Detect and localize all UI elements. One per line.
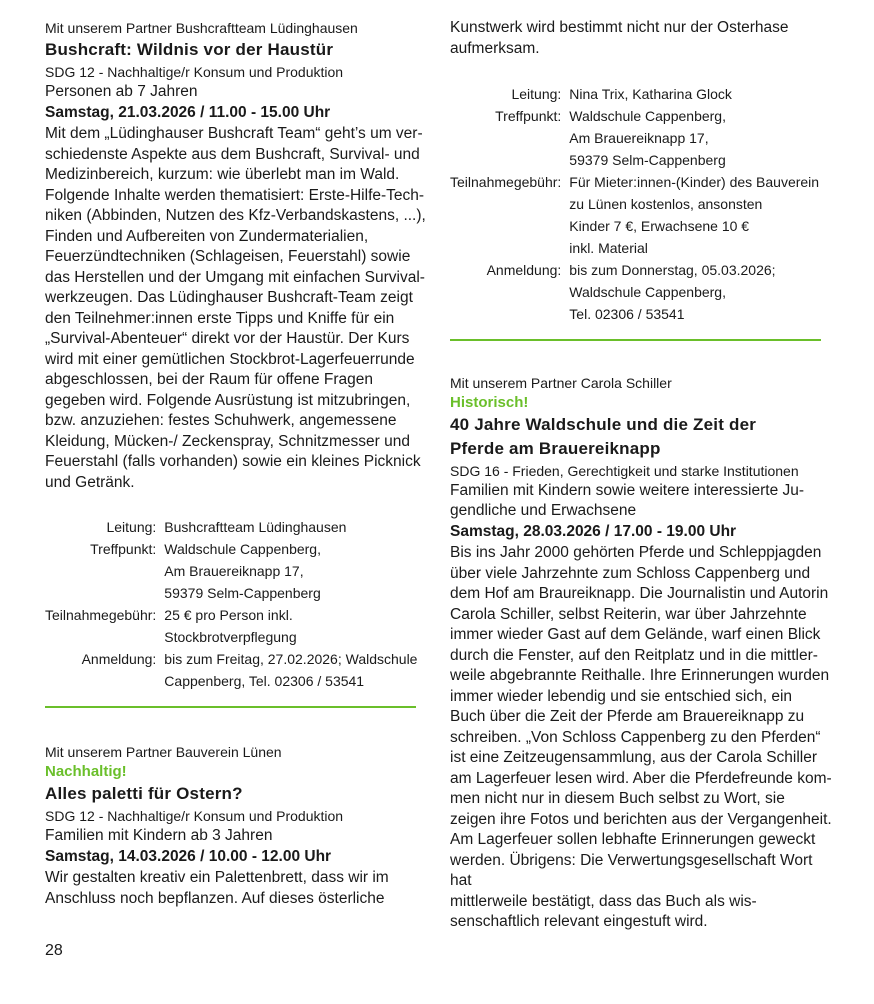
body-line: ist eine Zeitzeugensammlung, aus der Carola Schiller	[450, 749, 818, 766]
body-line: den Teilnehmer:innen erste Tipps und Kniffe für ein	[45, 309, 395, 327]
body-line: und Getränk.	[45, 473, 135, 491]
body-line: senschaftlich relevant eingestuft wird.	[450, 913, 708, 930]
body-line: Finden und Aufbereiten von Zundermaterialien,	[45, 227, 369, 245]
info-value	[164, 538, 417, 604]
info-label: Teilnahmegebühr:	[450, 174, 562, 190]
event-title: Bushcraft: Wildnis vor der Haustür	[45, 40, 334, 59]
partner-line: Mit unserem Partner Bushcraftteam Lüdinghausen	[45, 20, 358, 36]
event-description	[450, 18, 835, 59]
info-label: Leitung:	[106, 519, 157, 535]
body-line: Feuerstahl (falls vorhanden) sowie ein kleines Picknick	[45, 453, 421, 470]
info-line: Cappenberg, Tel. 02306 / 53541	[164, 673, 365, 689]
info-label: Anmeldung:	[486, 262, 562, 278]
info-label: Leitung:	[511, 86, 562, 102]
info-row-anmeldung	[45, 648, 417, 692]
info-line: Nina Trix, Katharina Glock	[569, 86, 732, 102]
event-bushcraft	[45, 18, 430, 692]
info-value	[569, 259, 819, 325]
event-datetime: Samstag, 14.03.2026 / 10.00 - 12.00 Uhr	[45, 848, 332, 865]
body-line: dem Hof am Braureiknapp. Die Journalistin und Autorin	[450, 585, 829, 602]
body-line: am Lagerfeuer lesen wird. Aber die Pferdefreunde kom-	[450, 769, 832, 787]
category-label: Historisch!	[450, 394, 529, 411]
info-value	[569, 105, 819, 171]
info-line: Am Brauereiknapp 17,	[569, 130, 709, 146]
event-description	[450, 543, 835, 933]
title-line: 40 Jahre Waldschule und die Zeit der	[450, 415, 757, 434]
info-line: inkl. Material	[569, 240, 648, 256]
body-line: bzw. anzuziehen: festes Schuhwerk, angemessene	[45, 412, 397, 429]
event-paletti-continued	[450, 18, 835, 325]
body-line: Feuerzündtechniken (Schlageisen, Feuerstahl) sowie	[45, 248, 411, 265]
info-row-treffpunkt	[45, 538, 417, 604]
body-line: werden. Übrigens: Die Verwertungsgesellschaft Wort hat	[450, 851, 813, 889]
page-number: 28	[45, 942, 63, 959]
left-column	[45, 18, 430, 909]
info-row-gebuehr	[45, 604, 417, 648]
info-line: Am Brauereiknapp 17,	[164, 563, 304, 579]
info-line: Tel. 02306 / 53541	[569, 306, 685, 322]
body-line: immer wieder lebendig und sie entschied sich, ein	[450, 687, 793, 705]
body-line: „Survival-Abenteuer“ direkt vor der Haustür. Der Kurs	[45, 330, 410, 347]
body-line: men nicht nur in diesem Buch selbst zu Wort, sie	[450, 790, 785, 807]
body-line: Mit dem „Lüdinghauser Bushcraft Team“ geht’s um ver-	[45, 125, 423, 142]
info-row-gebuehr	[450, 171, 819, 259]
body-line: schreiben. „Von Schloss Cappenberg zu den Pferden“	[450, 728, 821, 746]
info-line: Waldschule Cappenberg,	[164, 541, 321, 557]
body-line: abgeschlossen, bei der Raum für offene Fragen	[45, 371, 373, 388]
info-line: bis zum Freitag, 27.02.2026; Waldschule	[164, 651, 418, 667]
event-waldschule-pferde	[450, 373, 835, 933]
audience-text: Familien mit Kindern sowie weitere interessierte Ju-	[450, 482, 805, 499]
partner-line: Mit unserem Partner Bauverein Lünen	[45, 744, 282, 760]
info-line: Stockbrotverpflegung	[164, 629, 297, 645]
body-line: Carola Schiller, selbst Reiterin, war über Jahrzehnte	[450, 605, 807, 623]
info-label: Treffpunkt:	[90, 541, 157, 557]
event-info-table	[45, 516, 417, 692]
event-datetime: Samstag, 28.03.2026 / 17.00 - 19.00 Uhr	[450, 523, 737, 540]
info-line: bis zum Donnerstag, 05.03.2026;	[569, 262, 776, 278]
section-divider	[450, 339, 821, 341]
body-line: Buch über die Zeit der Pferde am Brauereiknapp zu	[450, 708, 805, 725]
body-line: Anschluss noch bepflanzen. Auf dieses österliche	[45, 889, 385, 907]
info-label: Treffpunkt:	[495, 108, 562, 124]
info-row-leitung	[45, 516, 417, 538]
info-line: Waldschule Cappenberg,	[569, 284, 726, 300]
info-line: Waldschule Cappenberg,	[569, 108, 726, 124]
title-line: Pferde am Brauereiknapp	[450, 439, 661, 458]
body-line: Kleidung, Mücken-/ Zeckenspray, Schnitzmesser und	[45, 432, 410, 450]
event-paletti	[45, 742, 430, 909]
body-line: niken (Abbinden, Nutzen des Kfz-Verbandskastens, ...),	[45, 207, 426, 224]
audience-line	[450, 481, 835, 521]
body-line: durch die Fenster, auf den Reitplatz und in die mittler-	[450, 646, 818, 664]
body-line: immer wieder Gast auf dem Gelände, warf einen Blick	[450, 626, 821, 643]
body-line: Am Lagerfeuer sollen lebhafte Erinnerungen geweckt	[450, 831, 816, 848]
body-line: zeigen ihre Fotos und berichten aus der Vergangenheit.	[450, 810, 832, 828]
sdg-line: SDG 12 - Nachhaltige/r Konsum und Produktion	[45, 64, 344, 80]
category-label: Nachhaltig!	[45, 763, 127, 780]
body-line: Wir gestalten kreativ ein Palettenbrett, dass wir im	[45, 869, 389, 886]
body-line: Bis ins Jahr 2000 gehörten Pferde und Schleppjagden	[450, 544, 822, 561]
body-line: das Herstellen und der Umgang mit einfachen Survival-	[45, 268, 425, 286]
body-line: aufmerksam.	[450, 39, 540, 57]
sdg-line: SDG 16 - Frieden, Gerechtigkeit und starke Institutionen	[450, 463, 799, 479]
info-row-anmeldung	[450, 259, 819, 325]
right-column	[450, 18, 835, 933]
body-line: schiedenste Aspekte aus dem Bushcraft, Survival- und	[45, 145, 420, 163]
sdg-line: SDG 12 - Nachhaltige/r Konsum und Produktion	[45, 808, 344, 824]
info-row-treffpunkt	[450, 105, 819, 171]
info-line: Kinder 7 €, Erwachsene 10 €	[569, 218, 750, 234]
section-divider	[45, 706, 416, 708]
body-line: mittlerweile bestätigt, dass das Buch als wis-	[450, 892, 757, 910]
audience-line: Personen ab 7 Jahren	[45, 83, 198, 100]
info-line: 59379 Selm-Cappenberg	[164, 585, 321, 601]
info-line: Bushcraftteam Lüdinghausen	[164, 519, 347, 535]
info-value	[164, 516, 417, 538]
event-title: Alles paletti für Ostern?	[45, 784, 243, 803]
event-description	[45, 124, 430, 493]
info-line: Für Mieter:innen-(Kinder) des Bauverein	[569, 174, 820, 190]
info-line: 59379 Selm-Cappenberg	[569, 152, 726, 168]
info-label: Anmeldung:	[81, 651, 157, 667]
info-line: zu Lünen kostenlos, ansonsten	[569, 196, 763, 212]
info-row-leitung	[450, 83, 819, 105]
body-line: über viele Jahrzehnte zum Schloss Cappenberg und	[450, 564, 811, 582]
partner-line: Mit unserem Partner Carola Schiller	[450, 375, 672, 391]
event-info-table	[450, 83, 819, 325]
audience-text: gendliche und Erwachsene	[450, 502, 637, 519]
body-line: Kunstwerk wird bestimmt nicht nur der Osterhase	[450, 19, 789, 36]
body-line: wird mit einer gemütlichen Stockbrot-Lagerfeuerrunde	[45, 350, 415, 368]
body-line: Medizinbereich, kurzum: wie überlebt man im Wald.	[45, 166, 400, 183]
audience-line: Familien mit Kindern ab 3 Jahren	[45, 827, 273, 844]
info-label: Teilnahmegebühr:	[45, 607, 157, 623]
body-line: werkzeugen. Das Lüdinghauser Bushcraft-Team zeigt	[45, 289, 413, 306]
info-value	[164, 604, 417, 648]
info-value	[569, 171, 819, 259]
info-value	[569, 83, 819, 105]
event-description	[45, 868, 430, 909]
body-line: weile abgebrannte Reithalle. Ihre Erinnerungen wurden	[450, 667, 830, 684]
info-value	[164, 648, 417, 692]
body-line: gegeben wird. Folgende Ausrüstung ist mitzubringen,	[45, 391, 411, 409]
info-line: 25 € pro Person inkl.	[164, 607, 293, 623]
event-title	[450, 413, 835, 461]
body-line: Folgende Inhalte werden thematisiert: Erste-Hilfe-Tech-	[45, 186, 425, 204]
event-datetime: Samstag, 21.03.2026 / 11.00 - 15.00 Uhr	[45, 104, 331, 121]
